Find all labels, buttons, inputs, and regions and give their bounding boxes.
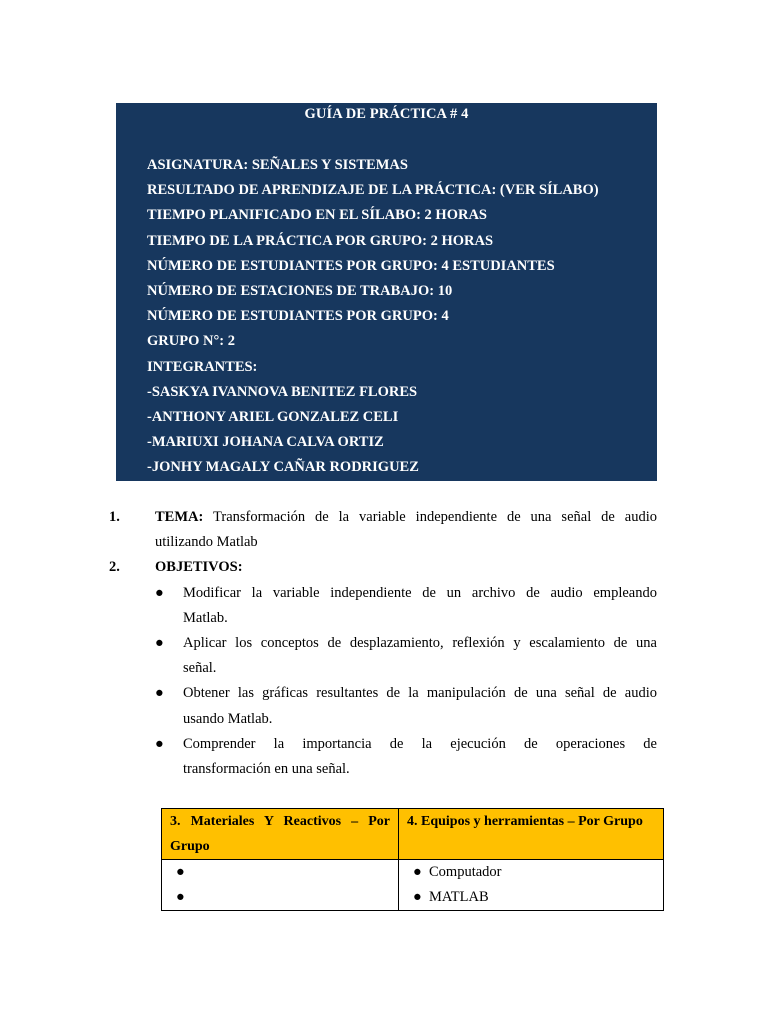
section-tema-line2: utilizando Matlab	[155, 534, 258, 551]
list-item	[407, 885, 655, 910]
materials-header: 3. Materiales Y Reactivos – Por Grupo	[162, 809, 399, 860]
header-line-planned-time: TIEMPO PLANIFICADO EN EL SÍLABO: 2 HORAS	[147, 207, 487, 224]
list-item	[170, 860, 390, 885]
header-line-member-3: -MARIUXI JOHANA CALVA ORTIZ	[147, 434, 384, 451]
bullet-icon: ●	[155, 685, 164, 702]
header-line-group-number: GRUPO N°: 2	[147, 333, 235, 350]
header-line-member-4: -JONHY MAGALY CAÑAR RODRIGUEZ	[147, 459, 419, 476]
practice-title: GUÍA DE PRÁCTICA # 4	[304, 106, 469, 122]
objective-item	[155, 732, 657, 782]
bullet-icon: ●	[176, 864, 185, 880]
header-line-member-2: -ANTHONY ARIEL GONZALEZ CELI	[147, 409, 399, 426]
objective-text-line2: Matlab.	[183, 609, 228, 626]
objective-item	[155, 681, 657, 731]
objective-text-line2: transformación en una señal.	[183, 761, 350, 778]
header-line-workstations: NÚMERO DE ESTACIONES DE TRABAJO: 10	[147, 283, 453, 300]
objective-text-line1: Aplicar los conceptos de desplazamiento, reflexión y escalamiento de una	[183, 635, 657, 652]
objective-text-line1: Comprender la importancia de la ejecución de operaciones de	[183, 735, 657, 752]
objective-text-line2: señal.	[183, 660, 217, 677]
bullet-icon: ●	[155, 584, 164, 601]
section-tema	[109, 505, 657, 555]
bullet-icon: ●	[413, 864, 422, 880]
equipment-header: 4. Equipos y herramientas – Por Grupo	[399, 809, 664, 860]
objective-text-line1: Modificar la variable independiente de un archivo de audio empleando	[183, 584, 657, 601]
list-item	[170, 885, 390, 910]
section-objetivos-heading	[155, 555, 657, 580]
objective-text-line2: usando Matlab.	[183, 710, 273, 727]
objective-text-line1: Obtener las gráficas resultantes de la manipulación de una señal de audio	[183, 685, 657, 702]
header-line-member-1: -SASKYA IVANNOVA BENITEZ FLORES	[147, 383, 418, 400]
equipment-item-text: Computador	[429, 864, 502, 880]
bullet-icon: ●	[155, 635, 164, 652]
section-objetivos	[109, 555, 657, 580]
section-number: 2.	[109, 559, 120, 576]
header-line-group-time: TIEMPO DE LA PRÁCTICA POR GRUPO: 2 HORAS	[147, 232, 494, 249]
materials-cell	[162, 860, 399, 911]
header-line-subject: ASIGNATURA: SEÑALES Y SISTEMAS	[147, 157, 408, 173]
document-sections	[109, 505, 657, 782]
bullet-icon: ●	[176, 889, 185, 905]
bullet-icon: ●	[155, 735, 164, 752]
equipment-item-text: MATLAB	[429, 889, 489, 905]
equipment-list	[407, 860, 655, 910]
section-tema-line1	[155, 505, 657, 530]
section-number: 1.	[109, 509, 120, 525]
section-tema-text: Transformación de la variable independiente de una señal de audio	[213, 509, 657, 525]
list-item	[407, 860, 655, 885]
materials-list	[170, 860, 390, 910]
header-line-students-per-group: NÚMERO DE ESTUDIANTES POR GRUPO: 4 ESTUDIANTES	[147, 257, 555, 274]
table-row	[162, 860, 664, 911]
header-line-students-per-group-2: NÚMERO DE ESTUDIANTES POR GRUPO: 4	[147, 308, 449, 325]
header-details-list	[147, 153, 599, 481]
materials-table	[161, 808, 664, 911]
header-line-learning-outcome: RESULTADO DE APRENDIZAJE DE LA PRÁCTICA: (VER SÍLABO)	[147, 182, 599, 199]
objectives-list	[155, 581, 657, 783]
header-line-members-label: INTEGRANTES:	[147, 358, 258, 375]
table-header-row	[162, 809, 664, 860]
practice-header-box	[116, 103, 657, 481]
equipment-cell	[399, 860, 664, 911]
objective-item	[155, 631, 657, 681]
section-label: TEMA:	[155, 509, 204, 525]
section-label: OBJETIVOS:	[155, 559, 243, 576]
objective-item	[155, 581, 657, 631]
bullet-icon: ●	[413, 889, 422, 905]
